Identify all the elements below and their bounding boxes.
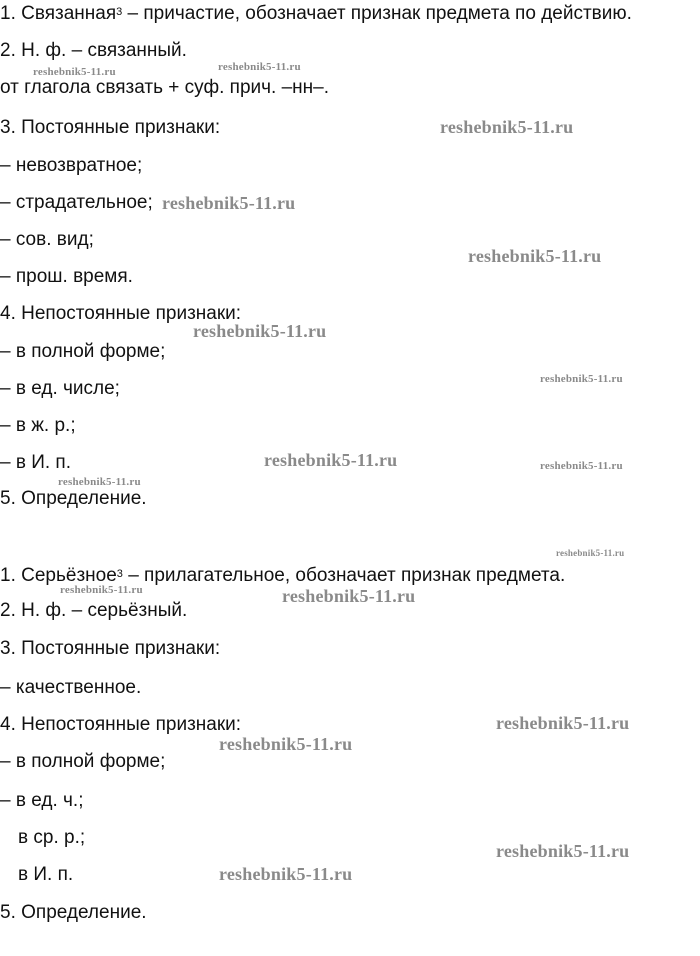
watermark: reshebnik5-11.ru: [540, 373, 623, 385]
watermark: reshebnik5-11.ru: [162, 193, 296, 213]
list-item: в И. п.: [18, 864, 74, 885]
watermark: reshebnik5-11.ru: [33, 66, 116, 78]
section-heading: 4. Непостоянные признаки:: [0, 303, 242, 324]
text-line: от глагола связать + суф. прич. –нн–.: [0, 77, 329, 98]
watermark: reshebnik5-11.ru: [58, 476, 141, 488]
list-item: – в ед. числе;: [0, 378, 120, 399]
section-heading: 3. Постоянные признаки:: [0, 638, 221, 659]
list-item: – качественное.: [0, 677, 142, 698]
list-item: – невозвратное;: [0, 155, 143, 176]
list-item: – в ж. р.;: [0, 415, 76, 436]
section-heading: 5. Определение.: [0, 902, 147, 923]
text-line: 2. Н. ф. – связанный.: [0, 40, 187, 61]
watermark: reshebnik5-11.ru: [468, 246, 602, 266]
section-heading: 5. Определение.: [0, 488, 147, 509]
definition-text: – причастие, обозначает признак предмета по действию.: [122, 3, 632, 24]
watermark: reshebnik5-11.ru: [193, 321, 327, 341]
list-item: – в полной форме;: [0, 751, 166, 772]
term-word: 1. Серьёзное: [0, 565, 117, 586]
list-item: – в полной форме;: [0, 341, 166, 362]
definition-text: – прилагательное, обозначает признак предмета.: [122, 565, 566, 586]
list-item: – прош. время.: [0, 266, 133, 287]
watermark: reshebnik5-11.ru: [496, 841, 630, 861]
section-heading: 3. Постоянные признаки:: [0, 117, 221, 138]
watermark: reshebnik5-11.ru: [540, 460, 623, 472]
watermark: reshebnik5-11.ru: [556, 548, 625, 558]
watermark: reshebnik5-11.ru: [440, 117, 574, 137]
watermark: reshebnik5-11.ru: [496, 713, 630, 733]
list-item: в ср. р.;: [18, 827, 86, 848]
list-item: – в ед. ч.;: [0, 790, 84, 811]
text-line: 2. Н. ф. – серьёзный.: [0, 600, 188, 621]
list-item: – сов. вид;: [0, 229, 94, 250]
footnote-marker: 3: [116, 568, 123, 580]
section-heading: 4. Непостоянные признаки:: [0, 714, 242, 735]
list-item: – страдательное;: [0, 192, 153, 213]
term-word: 1. Связанная: [0, 3, 117, 24]
watermark: reshebnik5-11.ru: [264, 450, 398, 470]
list-item: – в И. п.: [0, 452, 71, 473]
watermark: reshebnik5-11.ru: [218, 61, 301, 73]
watermark: reshebnik5-11.ru: [219, 864, 353, 884]
watermark: reshebnik5-11.ru: [60, 584, 143, 596]
watermark: reshebnik5-11.ru: [282, 586, 416, 606]
watermark: reshebnik5-11.ru: [219, 734, 353, 754]
footnote-marker: 3: [116, 6, 123, 18]
text-line: [0, 3, 632, 25]
